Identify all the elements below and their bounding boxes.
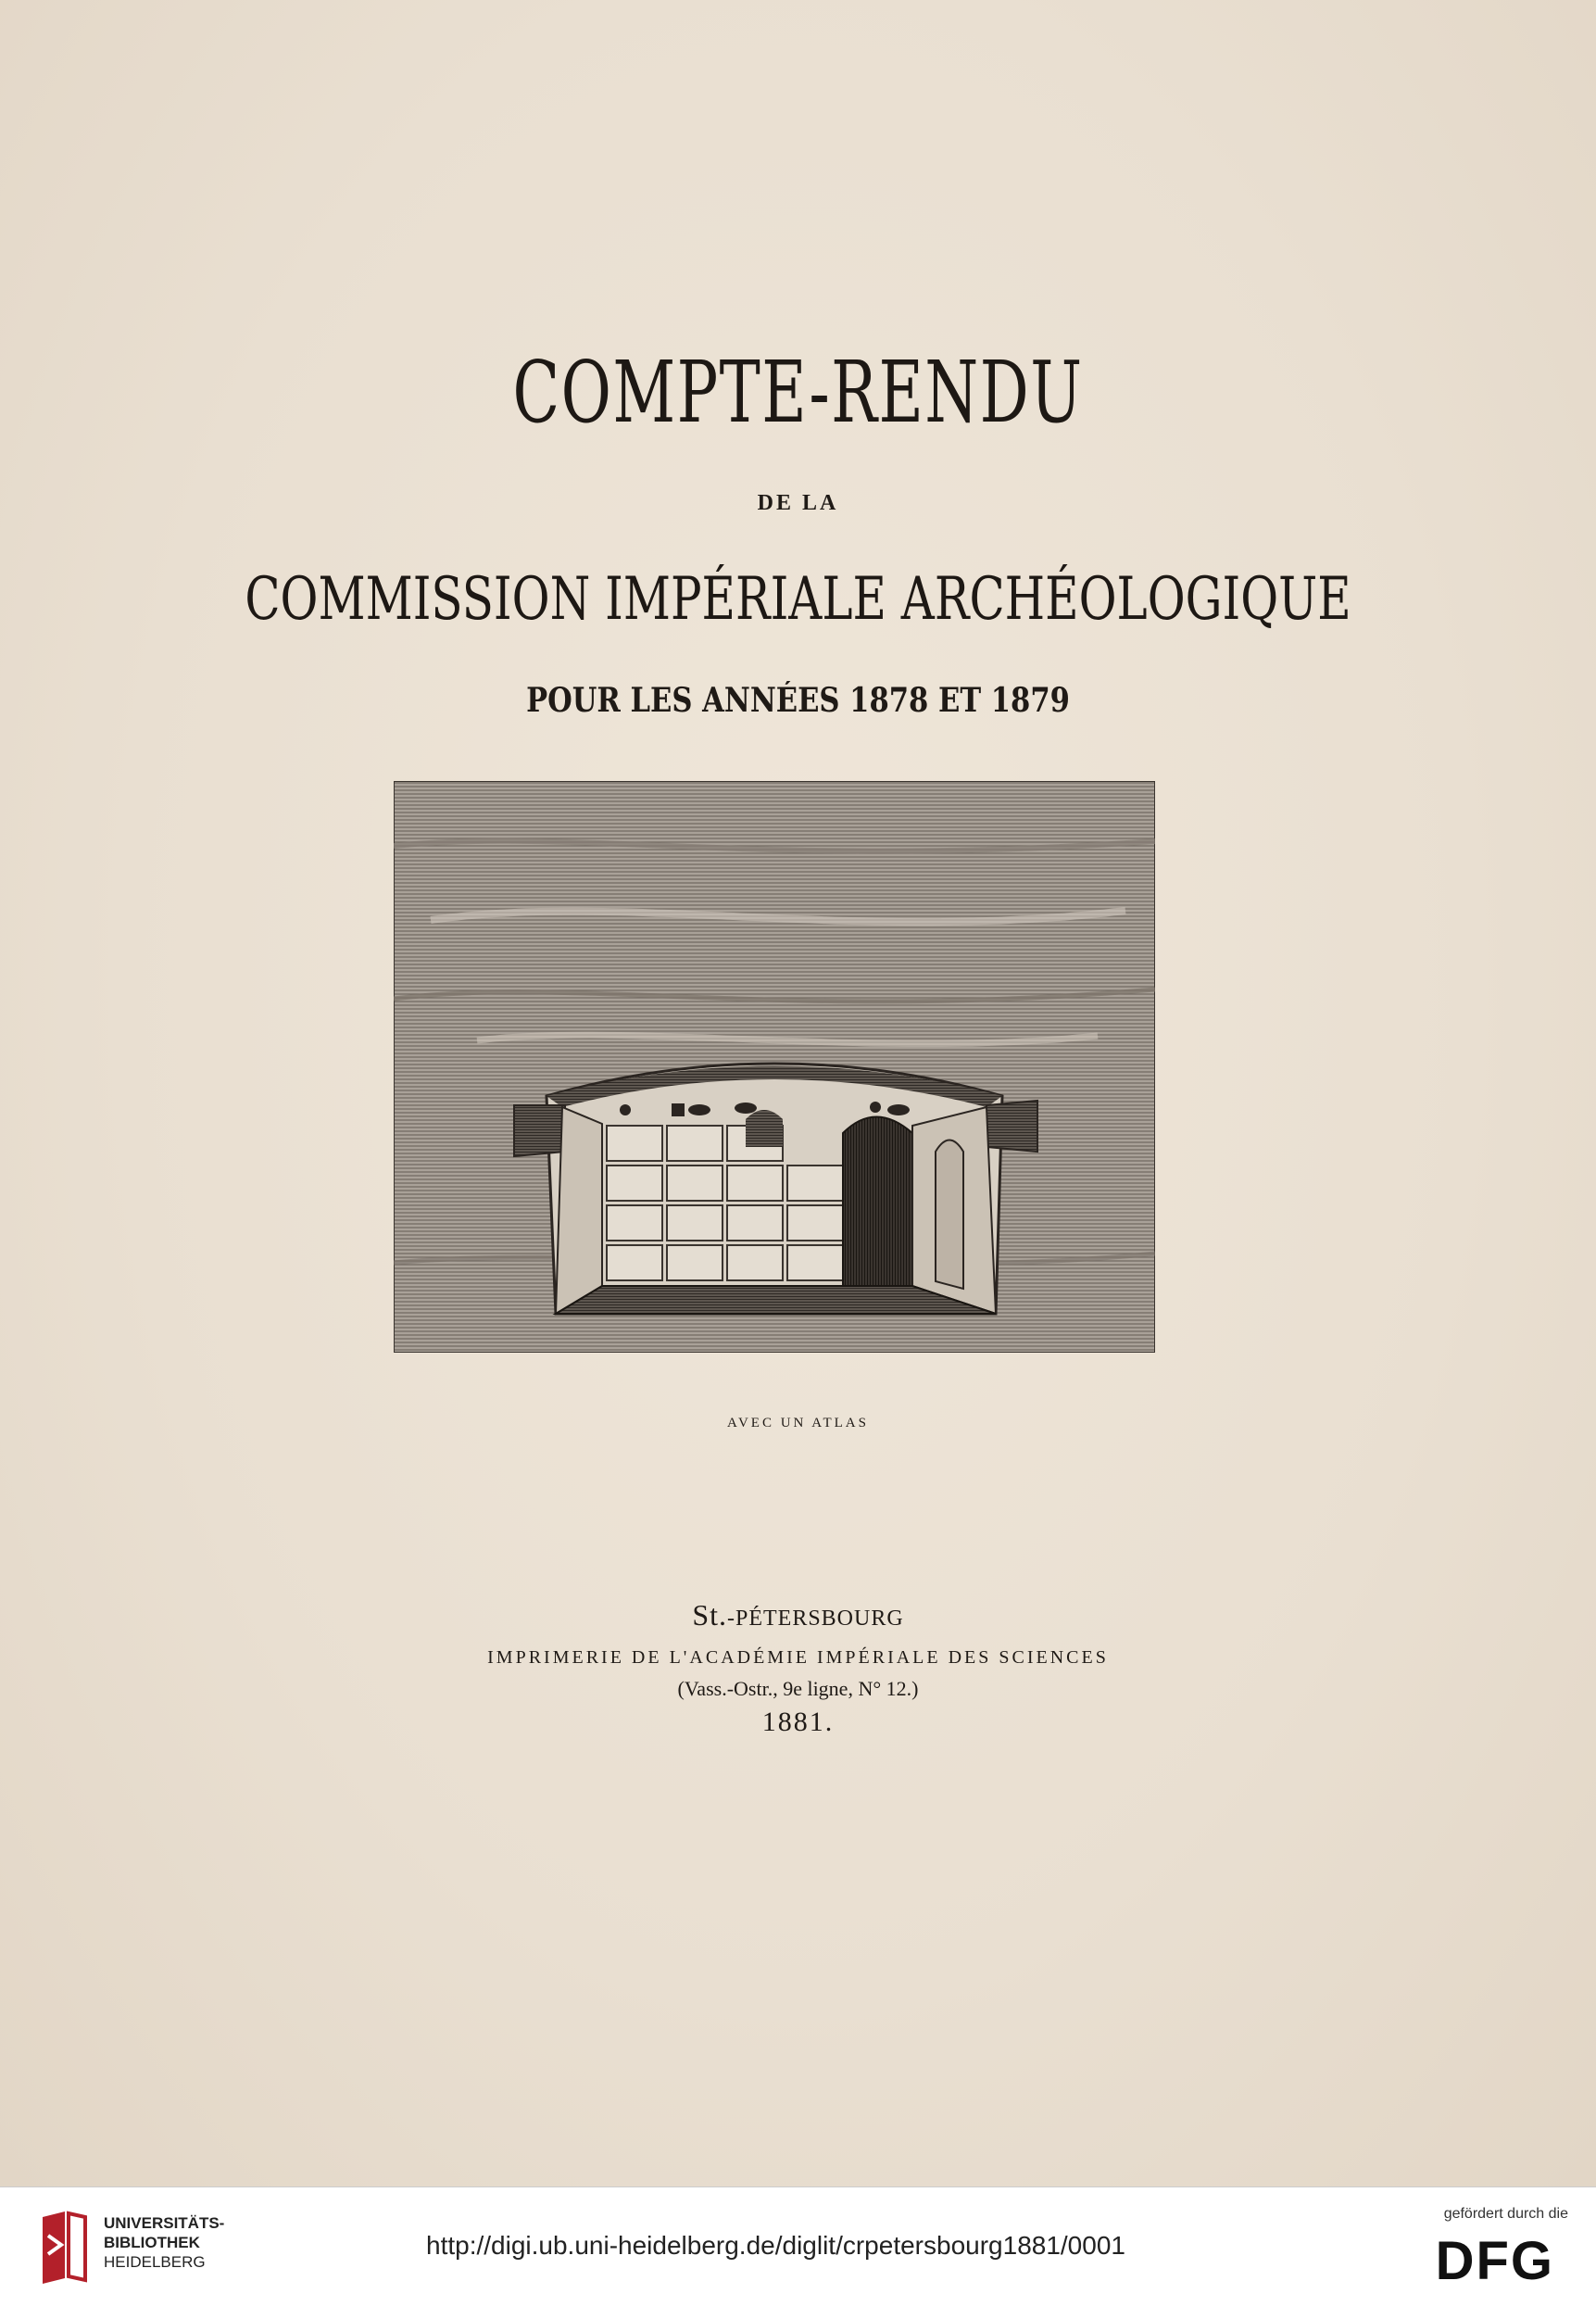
library-line-3: HEIDELBERG: [104, 2253, 206, 2271]
library-name: [104, 2213, 224, 2272]
library-line-2: BIBLIOTHEK: [104, 2234, 200, 2251]
library-line-1: UNIVERSITÄTS-: [104, 2214, 225, 2232]
university-library-logo-icon: [37, 2208, 88, 2284]
burial-chamber-engraving: [394, 781, 1155, 1353]
page-title: COMPTE-RENDU: [512, 343, 1084, 442]
sponsor-text: gefördert durch die: [1443, 2206, 1568, 2222]
imprint-printer: IMPRIMERIE DE L'ACADÉMIE IMPÉRIALE DES SCIENCES: [487, 1647, 1109, 1668]
city-prefix: St.: [692, 1598, 727, 1632]
dfg-logo: DFG: [1435, 2231, 1554, 2291]
years-line: POUR LES ANNÉES 1878 ET 1879: [526, 681, 1070, 720]
digitization-footer: [0, 2186, 1596, 2306]
source-url-link[interactable]: http://digi.ub.uni-heidelberg.de/diglit/crpetersbourg1881/0001: [426, 2231, 1125, 2260]
city-rest: -PÉTERSBOURG: [727, 1607, 904, 1631]
imprint-address: (Vass.-Ostr., 9e ligne, N° 12.): [677, 1677, 919, 1700]
title-connector: DE LA: [757, 491, 839, 515]
institution-name: COMMISSION IMPÉRIALE ARCHÉOLOGIQUE: [245, 565, 1351, 634]
imprint-year: 1881.: [761, 1707, 835, 1737]
imprint-city: [0, 1598, 1596, 1632]
atlas-note: AVEC UN ATLAS: [727, 1416, 869, 1430]
